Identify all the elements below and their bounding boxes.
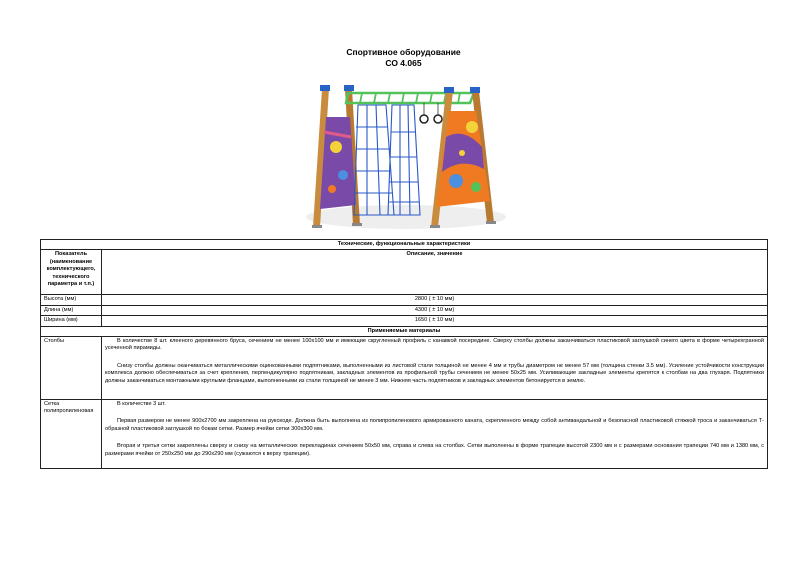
monkey-bars	[346, 93, 474, 103]
table-row	[41, 295, 768, 305]
table-row	[41, 316, 768, 326]
post-cap	[444, 87, 454, 93]
post-cap	[470, 87, 480, 93]
row-value: 2800 ( ± 10 мм)	[102, 295, 768, 305]
column-header-row	[41, 250, 768, 295]
col-header-value: Описание, значение	[102, 250, 768, 295]
climbing-net	[354, 105, 394, 215]
row-label: Высота (мм)	[41, 295, 102, 305]
section-header-row	[41, 326, 768, 336]
product-code: СО 4.065	[385, 58, 422, 68]
post-cap	[320, 85, 330, 91]
row-value: 1650 ( ± 10 мм)	[102, 316, 768, 326]
gym-ring	[434, 115, 442, 123]
section-characteristics: Технические, функциональные характеристики	[41, 240, 768, 250]
material-row	[41, 400, 768, 469]
row-label: Длина (мм)	[41, 305, 102, 315]
material-paragraph: Снизу столбы должны оканчиваться металлическими оцинкованными подпятниками, выполненными из листовой стали толщиной не менее 4 мм и трубы диаметром не менее 57 мм (толщина стенки 3.5 мм). Усиление устойчивости конструкции комплекса должно обеспечиваться за счет крепления, перпендикулярно подпятникам, закладных элементов из профильной трубы сечением не менее 50х25 мм. Усиливающие закладные элементы крепятся к столбам на два глухаря. Подпятники должны заканчиваться монтажными круглыми фланцами, выполненными из стали толщиной не менее 3 мм. Нижняя часть подпятников и закладных элементов бетонируется в землю.	[105, 362, 764, 384]
post-cap	[344, 85, 354, 91]
table-row	[41, 305, 768, 315]
row-value: 4300 ( ± 10 мм)	[102, 305, 768, 315]
section-header-row	[41, 240, 768, 250]
equipment-illustration	[296, 77, 514, 235]
specification-table	[40, 239, 768, 469]
material-description	[102, 400, 768, 469]
material-label: Столбы	[41, 337, 102, 400]
material-paragraph: Первая размером не менее 900х2700 мм закреплена на рукоходе. Должна быть выполнена из полипропиленового армированного каната, скрепленного между собой антивандальной и безопасной пластиковой стяжкой троса и заканчиваться Т-образной пластиковой заглушкой по бокам сетки. Размер ячейки сетки 300х300 мм.	[105, 418, 764, 432]
material-paragraph: В количестве 3 шт.	[117, 401, 166, 408]
section-materials: Применяемые материалы	[41, 326, 768, 336]
material-paragraph: Вторая и третья сетки закреплены сверху и снизу на металлических перекладинах сечением 50х50 мм, справа и слева на столбах. Сетки выполнены в форме трапеции высотой 2300 мм и с размерами основания трапеции 740 мм и 1380 мм, с размерами ячейки от 250х250 мм до 290х290 мм (сужаются к верху трапеции).	[105, 443, 764, 457]
material-row	[41, 337, 768, 400]
row-label: Ширина (мм)	[41, 316, 102, 326]
document-title: Спортивное оборудование	[346, 47, 461, 57]
material-paragraph: В количестве 8 шт. клееного деревянного бруса, сечением не менее 100х100 мм и имеющие скругленный профиль с канавкой посередине. Сверху столбы должны заканчиваться пластиковой заглушкой синего цвета в форме четырехгранной усеченной пирамиды.	[105, 338, 764, 352]
col-header-parameter: Показатель (наименование комплектующего, технического параметра и т.п.)	[41, 250, 102, 295]
material-description	[102, 337, 768, 400]
gym-ring	[420, 115, 428, 123]
material-label: Сетка полипропиленовая	[41, 400, 102, 469]
